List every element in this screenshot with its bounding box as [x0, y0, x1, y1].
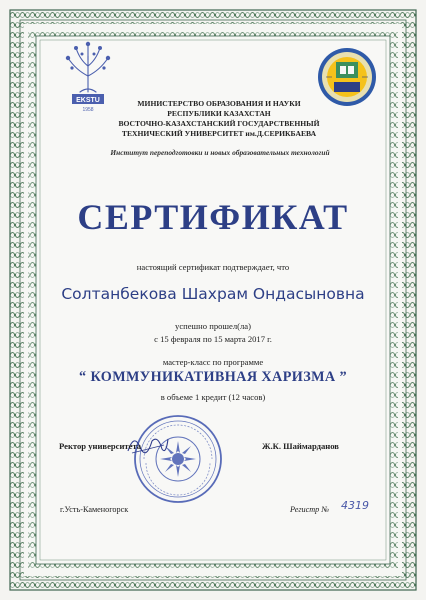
university-line-2: ТЕХНИЧЕСКИЙ УНИВЕРСИТЕТ им.Д.СЕРИКБАЕВА [121, 129, 317, 138]
ministry-line-1: МИНИСТЕРСТВО ОБРАЗОВАНИЯ И НАУКИ [137, 99, 301, 108]
master-class-text: мастер-класс по программе [162, 357, 264, 367]
logo-text: EKSTU [76, 97, 100, 104]
ministry-line-2: РЕСПУБЛИКИ КАЗАХСТАН [167, 109, 271, 118]
recipient-name: Солтанбекова Шахрам Ондасыновна [61, 285, 365, 303]
confirm-text: настоящий сертификат подтверждает, что [136, 262, 290, 272]
city-label: г.Усть-Каменогорск [60, 505, 129, 514]
university-line-1: ВОСТОЧНО-КАЗАХСТАНСКИЙ ГОСУДАРСТВЕННЫЙ [118, 119, 320, 128]
official-seal [132, 413, 224, 505]
register-label: Регистр № [290, 505, 330, 514]
program-title: “ КОММУНИКАТИВНАЯ ХАРИЗМА ” [79, 369, 347, 385]
certificate-title: СЕРТИФИКАТ [77, 197, 349, 237]
course-volume: в объеме 1 кредит (12 часов) [160, 392, 266, 402]
course-dates: с 15 февраля по 15 марта 2017 г. [154, 334, 272, 344]
logo-year: 1958 [82, 107, 94, 113]
rector-label: Ректор университета [59, 441, 142, 451]
signer-name: Ж.К. Шаймарданов [262, 441, 339, 451]
register-number: 4319 [341, 499, 369, 512]
institute-name: Институт переподготовки и новых образовательных технологий [110, 148, 330, 157]
completed-text: успешно прошел(ла) [175, 321, 251, 331]
